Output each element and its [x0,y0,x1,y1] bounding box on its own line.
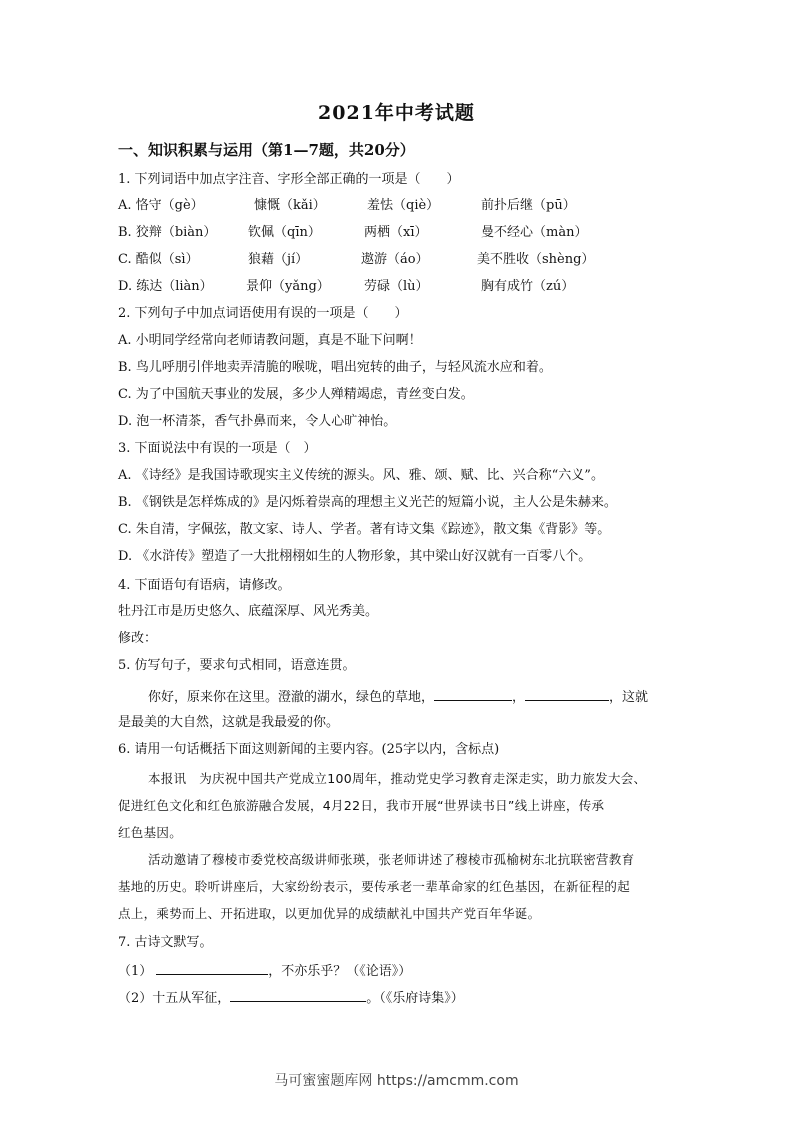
q1-option-c-2: 狼藉（jí） [248,252,309,267]
q5-blank-2[interactable] [525,687,609,701]
q6-news-p1-line3: 红色基因。 [118,825,183,840]
q1-option-a-3: 羞怯（qiè） [367,198,440,213]
q5-text-b: ，这就 [609,690,649,705]
q4-sentence: 牡丹江市是历史悠久、底蕴深厚、风光秀美。 [118,604,379,619]
q1-option-d-4: 胸有成竹（zú） [481,279,575,294]
q7-item1-num: （1） [118,964,153,979]
q7-stem: 7. 古诗文默写。 [118,935,213,950]
q6-news-p2-line2: 基地的历史。聆听讲座后，大家纷纷表示，要传承老一辈革命家的红色基因，在新征程的起 [118,879,631,894]
q3-option-c: C. 朱自清，字佩弦，散文家、诗人、学者。著有诗文集《踪迹》，散文集《背影》等。 [118,522,611,537]
q3-option-b: B. 《钢铁是怎样炼成的》是闪烁着崇高的理想主义光芒的短篇小说，主人公是朱赫来。 [118,495,617,510]
q6-news-p2-line3: 点上，乘势而上、开拓进取，以更加优异的成绩献礼中国共产党百年华诞。 [118,906,541,921]
section-heading: 一、知识积累与运用（第1—7题，共20分） [118,141,415,159]
site-watermark-footer: 马可蜜蜜题库网 https://amcmm.com [274,1073,519,1089]
q5-text-a: 你好，原来你在这里。澄澈的湖水，绿色的草地， [148,690,435,705]
q6-news-p1-line1: 本报讯 为庆祝中国共产党成立100周年，推动党史学习教育走深走实，助力旅发大会、 [148,771,647,786]
q1-option-c-3: 遨游（áo） [361,252,429,267]
q1-option-d-2: 景仰（yǎng） [246,279,330,294]
q5-line2: 是最美的大自然，这就是我最爱的你。 [118,715,340,730]
q4-stem: 4. 下面语句有语病，请修改。 [118,578,291,593]
q5-comma: ， [512,690,526,705]
q1-option-a-4: 前扑后继（pū） [481,198,576,213]
q5-stem: 5. 仿写句子，要求句式相同，语意连贯。 [118,658,356,673]
q1-option-a-1: A. 恪守（gè） [118,198,204,213]
q3-option-d: D. 《水浒传》塑造了一大批栩栩如生的人物形象，其中梁山好汉就有一百零八个。 [118,549,592,564]
q5-line1 [148,687,648,707]
q4-revise-label: 修改： [118,631,158,646]
q3-option-a: A. 《诗经》是我国诗歌现实主义传统的源头。风、雅、颂、赋、比、兴合称“六义”。 [118,468,604,483]
q7-item2 [118,988,464,1008]
q1-option-d-1: D. 练达（liàn） [118,279,213,294]
page-title: 2021年中考试题 [318,102,475,124]
q2-stem: 2. 下列句子中加点词语使用有误的一项是（ ） [118,306,408,321]
q1-option-a-2: 慷慨（kǎi） [254,198,326,213]
q1-option-b-4: 曼不经心（màn） [481,225,588,240]
q1-option-c-1: C. 酷似（sì） [118,252,199,267]
q7-blank-2[interactable] [230,988,366,1002]
q1-stem: 1. 下列词语中加点字注音、字形全部正确的一项是（ ） [118,172,460,187]
q6-stem: 6. 请用一句话概括下面这则新闻的主要内容。(25字以内，含标点) [118,742,500,757]
q2-option-b: B. 鸟儿呼朋引伴地卖弄清脆的喉咙，唱出宛转的曲子，与轻风流水应和着。 [118,360,552,375]
q1-option-b-1: B. 狡辩（biàn） [118,225,217,240]
q6-news-p1-line2: 促进红色文化和红色旅游融合发展，4月22日，我市开展“世界读书日”线上讲座，传承 [118,798,605,813]
q5-blank-1[interactable] [434,687,512,701]
q7-blank-1[interactable] [156,961,268,975]
q7-item2-head: （2）十五从军征， [118,991,231,1006]
q1-option-d-3: 劳碌（lù） [364,279,429,294]
q1-option-b-3: 两栖（xī） [364,225,428,240]
q1-option-b-2: 钦佩（qīn） [248,225,321,240]
q1-option-c-4: 美不胜收（shèng） [477,252,595,267]
q3-stem: 3. 下面说法中有误的一项是（ ） [118,441,317,456]
q2-option-c: C. 为了中国航天事业的发展，多少人殚精竭虑，青丝变白发。 [118,387,474,402]
q2-option-d: D. 泡一杯清茶，香气扑鼻而来，令人心旷神怡。 [118,414,397,429]
q7-item2-tail: 。（《乐府诗集》） [366,991,464,1006]
q7-item1 [118,961,411,981]
q7-item1-tail: ，不亦乐乎？（《论语》） [268,964,412,979]
q6-news-p2-line1: 活动邀请了穆棱市委党校高级讲师张瑛，张老师讲述了穆棱市孤榆树东北抗联密营教育 [148,852,635,867]
q2-option-a: A. 小明同学经常向老师请教问题，真是不耻下问啊！ [118,333,422,348]
